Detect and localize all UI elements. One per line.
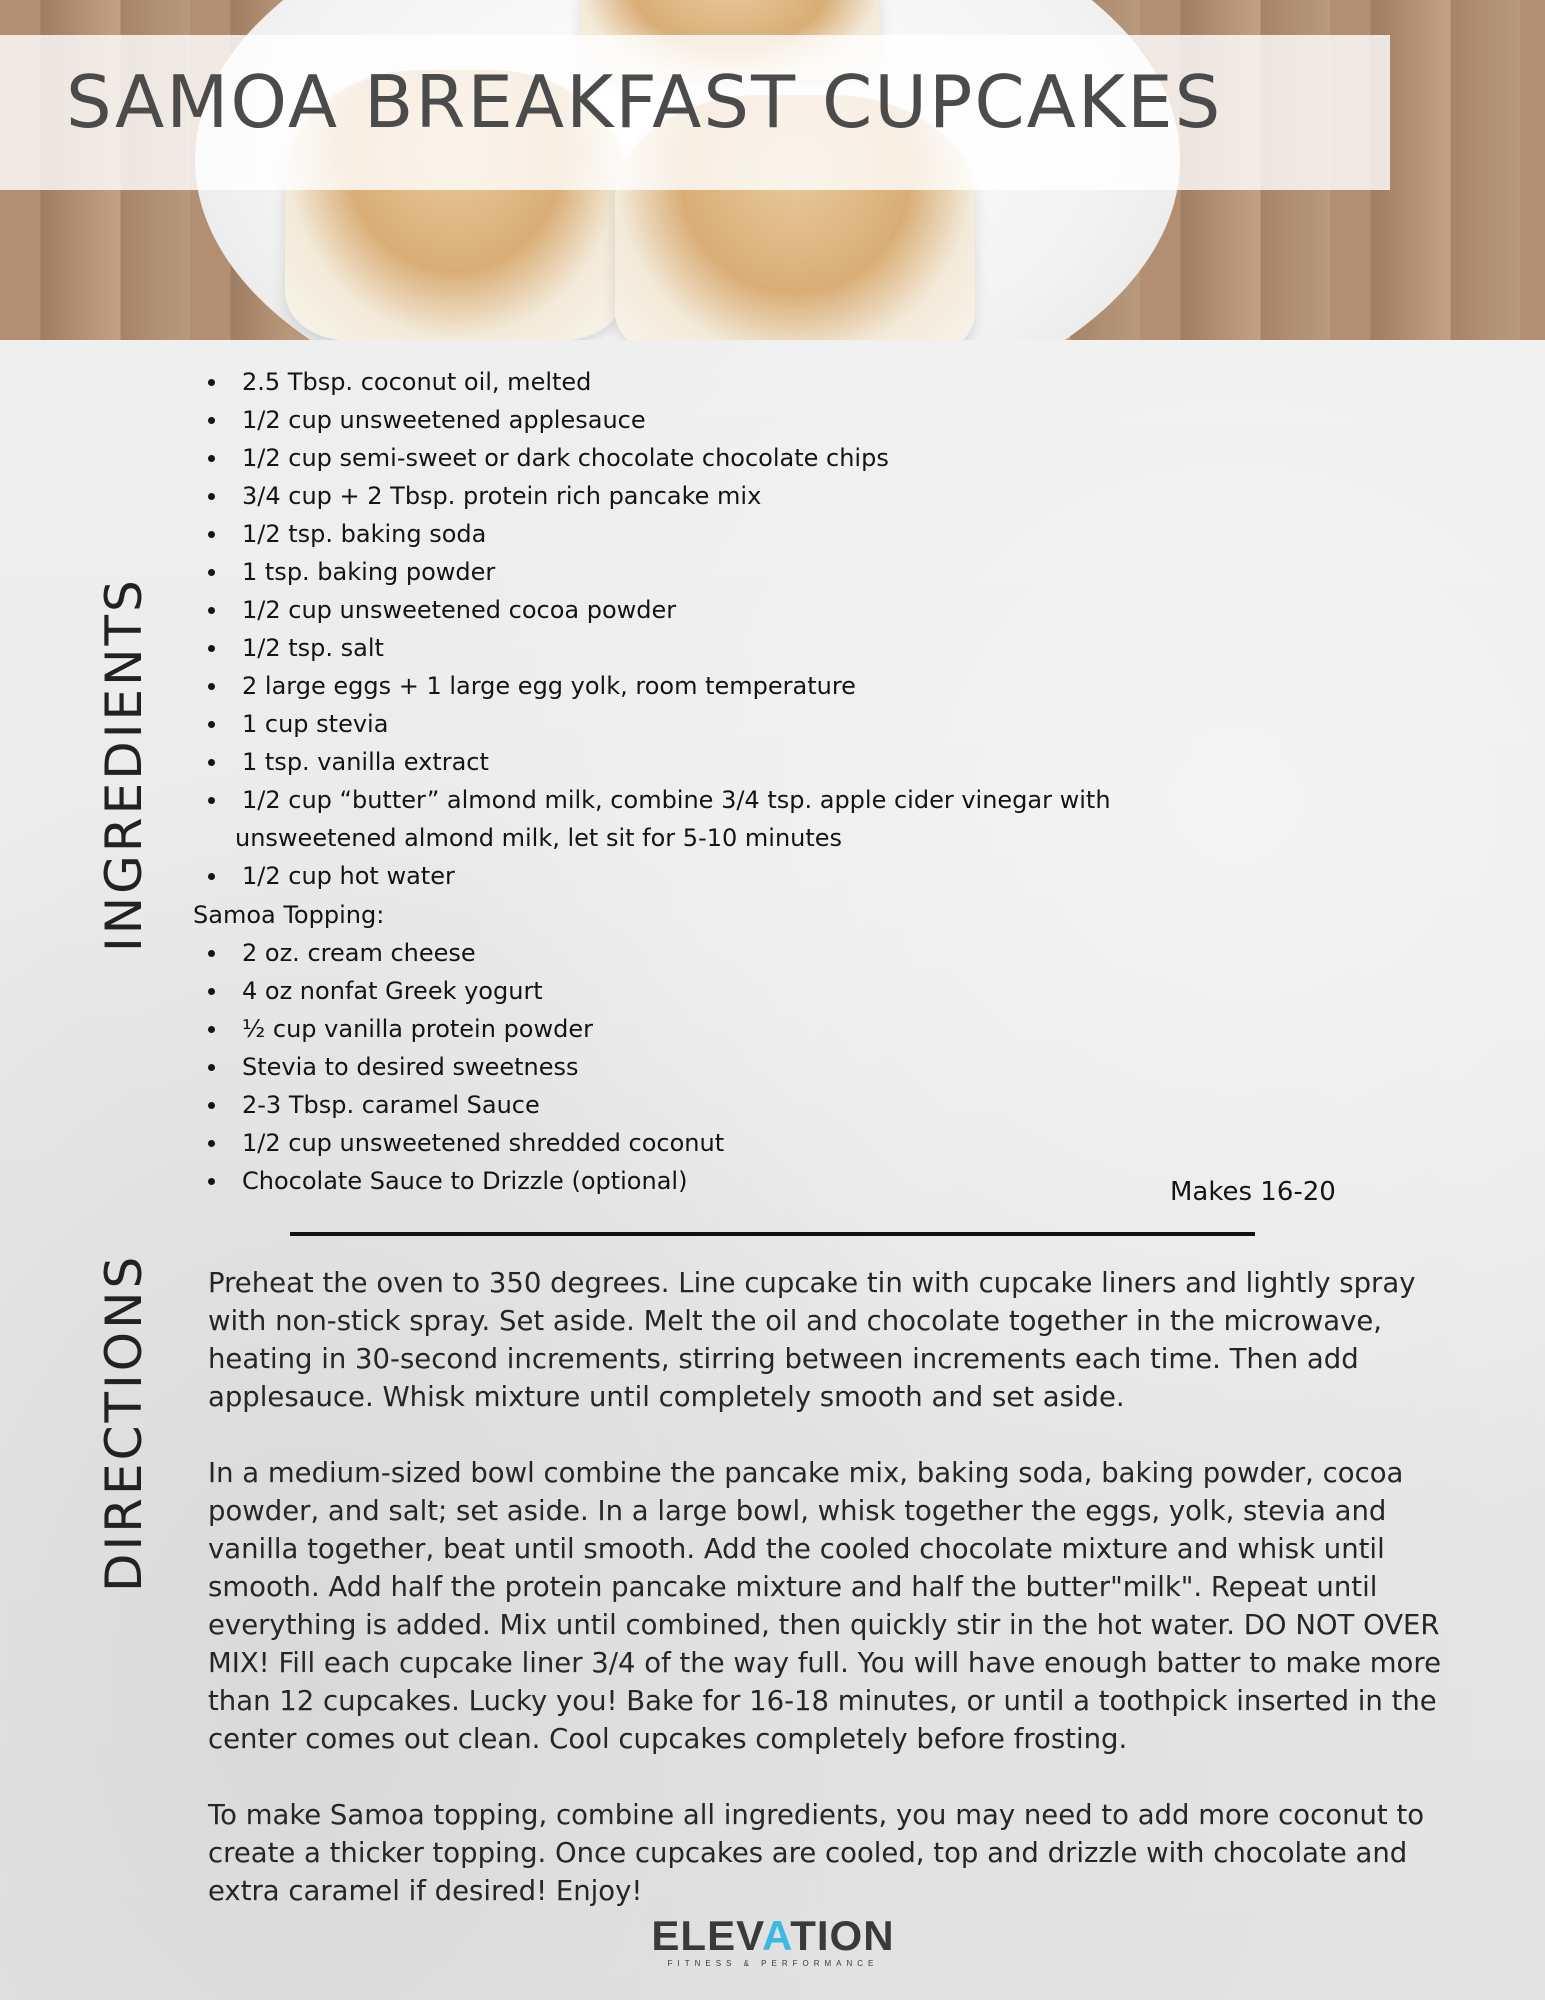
ingredient-item: 2.5 Tbsp. coconut oil, melted bbox=[200, 363, 1192, 401]
section-divider bbox=[290, 1232, 1255, 1236]
ingredient-item: 1/2 cup unsweetened applesauce bbox=[200, 401, 1192, 439]
topping-item: Chocolate Sauce to Drizzle (optional) bbox=[200, 1162, 724, 1200]
logo-wordmark: ELEVATION bbox=[651, 1912, 895, 1959]
ingredient-item: 2 large eggs + 1 large egg yolk, room temperature bbox=[200, 667, 1192, 705]
ingredient-line: unsweetened almond milk, let sit for 5-10 minutes bbox=[235, 824, 843, 852]
ingredient-item: 1/2 cup unsweetened cocoa powder bbox=[200, 591, 1192, 629]
ingredient-item: 1/2 cup semi-sweet or dark chocolate chocolate chips bbox=[200, 439, 1192, 477]
page-title: SAMOA BREAKFAST CUPCAKES bbox=[66, 60, 1223, 144]
elevation-logo bbox=[650, 1912, 896, 1968]
ingredient-item: 1/2 tsp. baking soda bbox=[200, 515, 1192, 553]
ingredient-item: 1/2 tsp. salt bbox=[200, 629, 1192, 667]
topping-list bbox=[200, 934, 724, 1200]
ingredient-item: 1 tsp. baking powder bbox=[200, 553, 1192, 591]
ingredient-item: 1 cup stevia bbox=[200, 705, 1192, 743]
directions-paragraph: To make Samoa topping, combine all ingredients, you may need to add more coconut to create a thicker topping. Once cupcakes are cooled, top and drizzle with chocolate and extra caramel if desired! Enjoy! bbox=[208, 1799, 1425, 1907]
ingredient-item bbox=[200, 781, 1192, 857]
ingredients-list bbox=[200, 363, 1192, 895]
topping-item: 2 oz. cream cheese bbox=[200, 934, 724, 972]
directions-label: DIRECTIONS bbox=[95, 1253, 153, 1592]
ingredient-item: 1/2 cup hot water bbox=[200, 857, 1192, 895]
topping-item: Stevia to desired sweetness bbox=[200, 1048, 724, 1086]
yield-text: Makes 16-20 bbox=[1170, 1177, 1336, 1207]
topping-item: 1/2 cup unsweetened shredded coconut bbox=[200, 1124, 724, 1162]
directions-paragraph: In a medium-sized bowl combine the pancake mix, baking soda, baking powder, cocoa powder, and salt; set aside. In a large bowl, whisk together the eggs, yolk, stevia and vanilla together, beat until smooth. Add the cooled chocolate mixture and whisk until smooth. Add half the protein pancake mixture and half the butter"milk". Repeat until everything is added. Mix until combined, then quickly stir in the hot water. DO NOT OVER MIX! Fill each cupcake liner 3/4 of the way full. You will have enough batter to make more than 12 cupcakes. Lucky you! Bake for 16-18 minutes, or until a toothpick inserted in the center comes out clean. Cool cupcakes completely before frosting. bbox=[208, 1457, 1442, 1755]
ingredient-item: 1 tsp. vanilla extract bbox=[200, 743, 1192, 781]
ingredient-line: 1/2 cup “butter” almond milk, combine 3/4 tsp. apple cider vinegar with bbox=[242, 786, 1111, 814]
topping-item: 4 oz nonfat Greek yogurt bbox=[200, 972, 724, 1010]
logo-tagline: FITNESS & PERFORMANCE bbox=[667, 1959, 879, 1968]
ingredient-item: 3/4 cup + 2 Tbsp. protein rich pancake mix bbox=[200, 477, 1192, 515]
topping-heading: Samoa Topping: bbox=[193, 901, 385, 929]
logo-accent-letter: A bbox=[762, 1912, 791, 1959]
topping-item: ½ cup vanilla protein powder bbox=[200, 1010, 724, 1048]
directions-paragraph: Preheat the oven to 350 degrees. Line cupcake tin with cupcake liners and lightly spray with non-stick spray. Set aside. Melt the oil and chocolate together in the microwave, heating in 30-second increments, stirring between increments each time. Then add applesauce. Whisk mixture until completely smooth and set aside. bbox=[208, 1267, 1416, 1413]
ingredients-label: INGREDIENTS bbox=[95, 577, 153, 952]
topping-item: 2-3 Tbsp. caramel Sauce bbox=[200, 1086, 724, 1124]
